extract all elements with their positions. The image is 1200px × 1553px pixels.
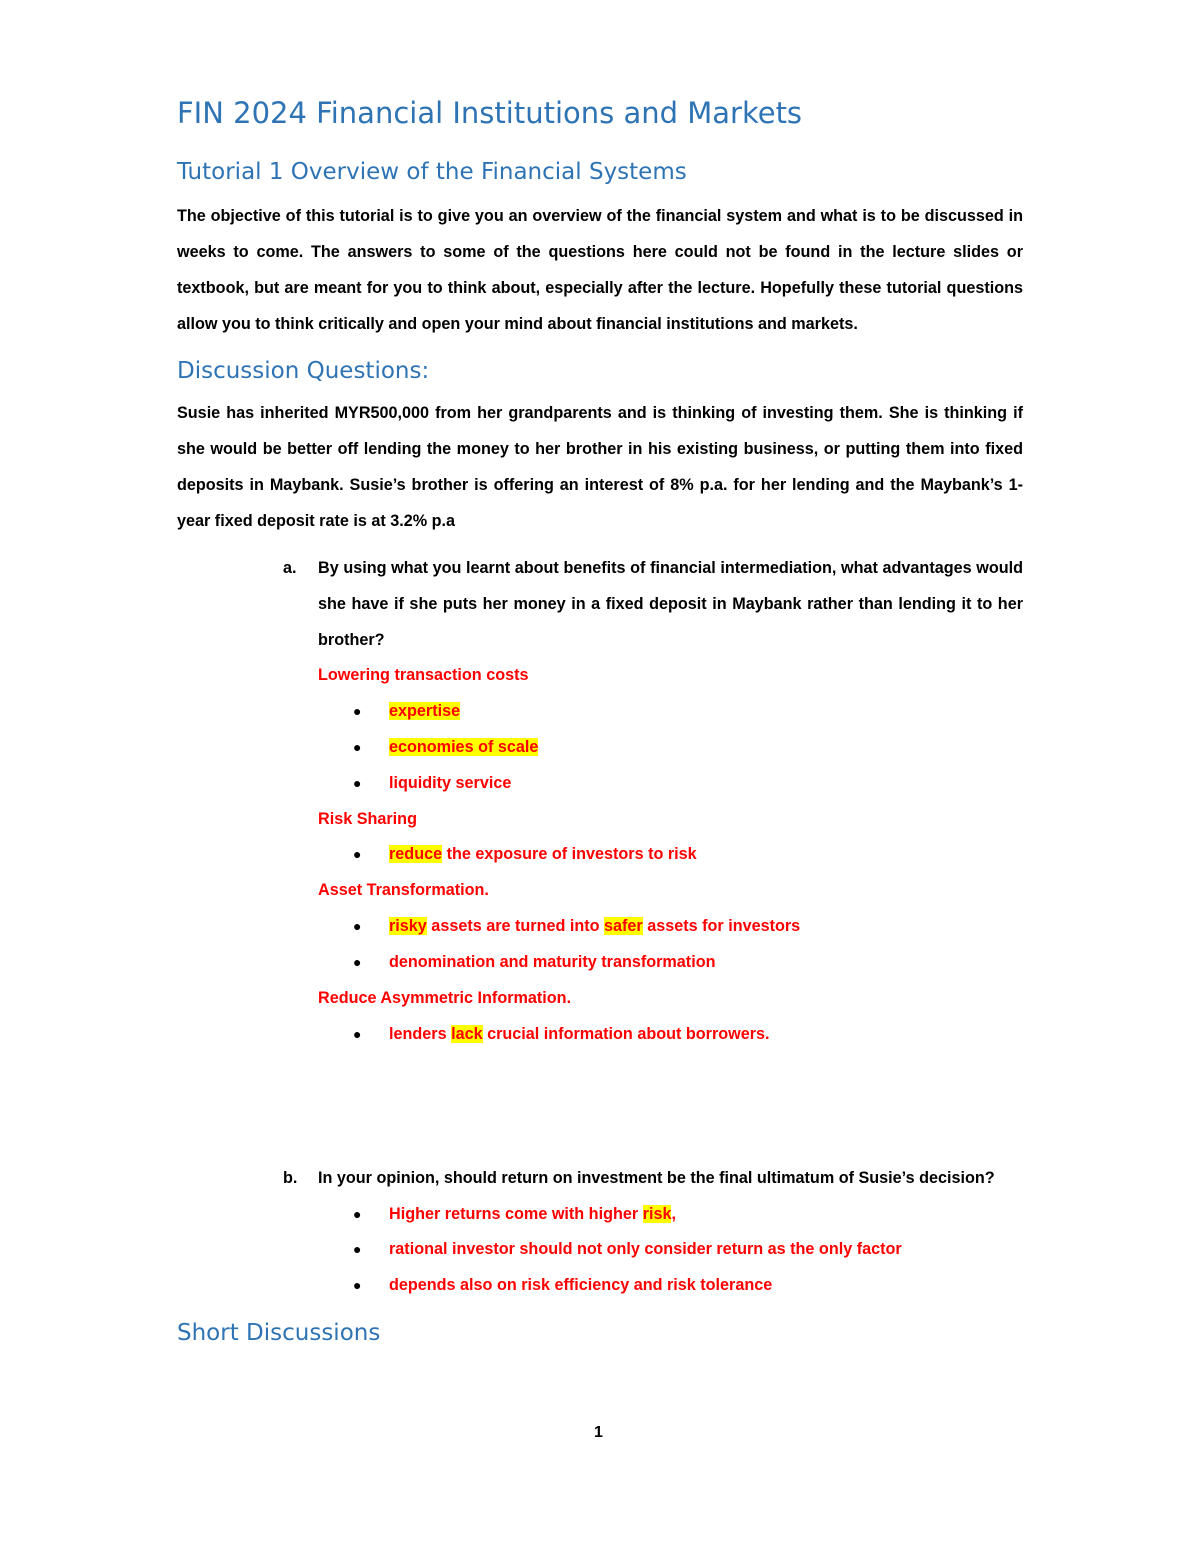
intro-paragraph: The objective of this tutorial is to give you an overview of the financial system and what is to be discussed in weeks to come. The answers to some of the questions here could not be found in the lecture slides or textbook, but are meant for you to think about, especially after the lecture. Hopefully these tutorial questions allow you to think critically and open your mind about financial institutions and markets. xyxy=(177,207,1023,333)
scenario-paragraph: Susie has inherited MYR500,000 from her grandparents and is thinking of investing them. She is thinking if she would be better off lending the money to her brother in his existing business, or putting them into fixed deposits in Maybank. Susie’s brother is offering an interest of 8% p.a. for her lending and the Maybank’s 1-year fixed deposit rate is at 3.2% p.a xyxy=(177,404,1023,530)
highlighted-term: risk xyxy=(642,1205,672,1223)
answer-bullet-text: lenders xyxy=(389,1025,452,1043)
highlighted-term: risky xyxy=(389,917,427,935)
bullet-dot: ● xyxy=(353,739,362,755)
bullet-dot: ● xyxy=(353,918,362,934)
question-b-label: b. xyxy=(283,1169,298,1187)
answer-bullet-text: the exposure of investors to risk xyxy=(442,845,697,863)
answer-heading-risk-sharing: Risk Sharing xyxy=(318,810,417,828)
answer-bullet-text: crucial information about borrowers. xyxy=(482,1025,770,1043)
page-number: 1 xyxy=(594,1424,603,1441)
answer-bullet xyxy=(389,1205,676,1224)
bullet-dot: ● xyxy=(353,1206,362,1222)
answer-bullet-text: , xyxy=(671,1205,676,1223)
highlighted-term: economies of scale xyxy=(389,738,539,756)
highlighted-term: lack xyxy=(451,1025,483,1043)
bullet-dot: ● xyxy=(353,775,362,791)
answer-bullet: denomination and maturity transformation xyxy=(389,953,716,971)
short-discussions-heading: Short Discussions xyxy=(177,1320,381,1346)
answer-bullet-text: assets for investors xyxy=(642,917,801,935)
bullet-dot: ● xyxy=(353,1241,362,1257)
bullet-dot: ● xyxy=(353,703,362,719)
answer-heading-transaction-costs: Lowering transaction costs xyxy=(318,666,529,684)
answer-bullet xyxy=(389,845,697,864)
bullet-dot: ● xyxy=(353,1277,362,1293)
tutorial-subtitle: Tutorial 1 Overview of the Financial Systems xyxy=(177,159,687,185)
question-a-text: By using what you learnt about benefits of financial intermediation, what advantages would she have if she puts her money in a fixed deposit in Maybank rather than lending it to her brother? xyxy=(318,559,1023,649)
answer-bullet-text: Higher returns come with higher xyxy=(389,1205,643,1223)
answer-bullet xyxy=(389,917,800,936)
highlighted-term: safer xyxy=(604,917,643,935)
answer-bullet: depends also on risk efficiency and risk tolerance xyxy=(389,1276,773,1294)
answer-bullet xyxy=(389,702,460,721)
answer-bullet xyxy=(389,738,538,757)
bullet-dot: ● xyxy=(353,954,362,970)
bullet-dot: ● xyxy=(353,1026,362,1042)
answer-bullet: rational investor should not only consider return as the only factor xyxy=(389,1240,902,1258)
question-a-label: a. xyxy=(283,559,297,577)
answer-bullet: liquidity service xyxy=(389,774,512,792)
discussion-heading: Discussion Questions: xyxy=(177,358,430,384)
answer-bullet-text: assets are turned into xyxy=(426,917,605,935)
question-b-text: In your opinion, should return on investment be the final ultimatum of Susie’s decision? xyxy=(318,1169,995,1187)
highlighted-term: reduce xyxy=(389,845,443,863)
answer-heading-asset-transformation: Asset Transformation. xyxy=(318,881,489,899)
answer-heading-asymmetric-information: Reduce Asymmetric Information. xyxy=(318,989,572,1007)
answer-bullet xyxy=(389,1025,770,1044)
bullet-dot: ● xyxy=(353,846,362,862)
highlighted-term: expertise xyxy=(389,702,461,720)
document-title: FIN 2024 Financial Institutions and Markets xyxy=(177,96,803,130)
